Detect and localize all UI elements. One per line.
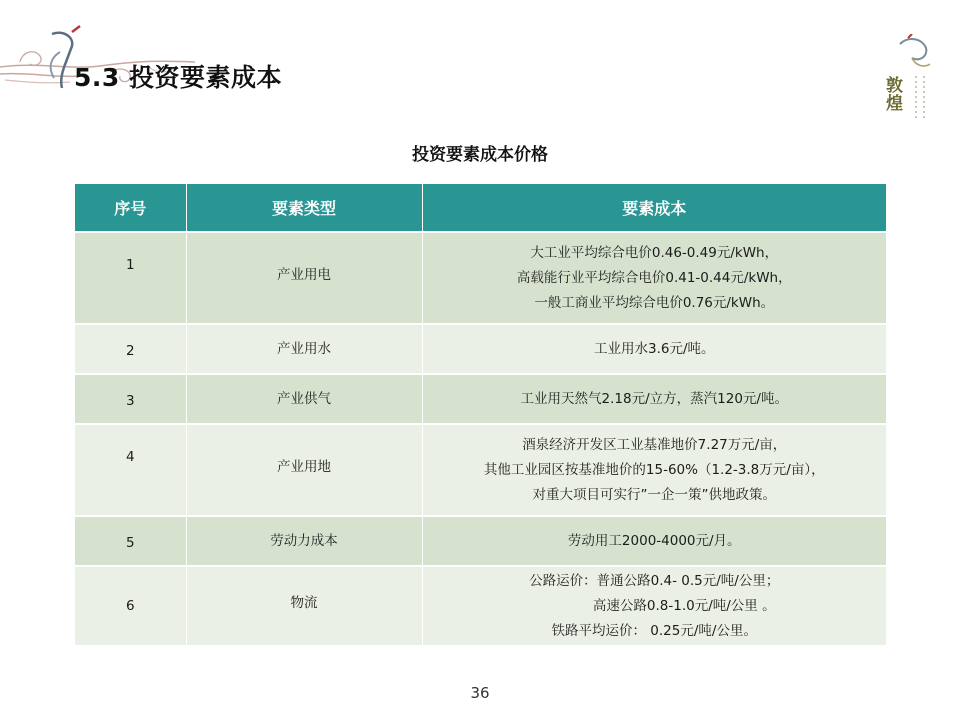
row-number: 5	[75, 516, 186, 566]
row-cost	[422, 232, 886, 324]
column-header-number: 序号	[75, 184, 186, 232]
cost-line: 高载能行业平均综合电价0.41-0.44元/kWh，	[516, 269, 792, 286]
cost-line: 公路运价：普通公路0.4- 0.5元/吨/公里；	[529, 572, 780, 589]
cost-line: 铁路平均运价： 0.25元/吨/公里。	[551, 622, 757, 639]
row-type: 产业用地	[186, 424, 422, 516]
row-cost	[422, 424, 886, 516]
table-row	[75, 516, 886, 566]
table-row	[75, 324, 886, 374]
cost-line: 高速公路0.8-1.0元/吨/公里 。	[592, 597, 776, 614]
logo-title: 敦煌	[882, 76, 902, 112]
row-number: 6	[75, 566, 186, 645]
cost-line: 一般工商业平均综合电价0.76元/kWh。	[534, 294, 775, 311]
table-title: 投资要素成本价格	[412, 145, 548, 165]
column-header-cost: 要素成本	[422, 184, 886, 232]
table-row	[75, 374, 886, 424]
cost-table	[75, 184, 886, 645]
table-row	[75, 232, 886, 324]
cost-line: 其他工业园区按基准地价的15-60%（1.2-3.8万元/亩），	[483, 461, 825, 478]
table-row	[75, 424, 886, 516]
row-type: 产业供气	[186, 374, 422, 424]
row-type: 物流	[186, 566, 422, 645]
section-title: 5.3 投资要素成本	[74, 63, 282, 92]
row-number: 3	[75, 374, 186, 424]
row-cost	[422, 374, 886, 424]
cost-line: 工业用天然气2.18元/立方，蒸汽120元/吨。	[520, 391, 788, 407]
row-number: 4	[75, 424, 186, 516]
cost-line: 大工业平均综合电价0.46-0.49元/kWh，	[530, 244, 779, 261]
page-number: 36	[470, 684, 490, 702]
cost-line: 对重大项目可实行”一企一策”供地政策。	[532, 486, 776, 503]
cost-line: 工业用水3.6元/吨。	[593, 341, 715, 357]
row-type: 劳动力成本	[186, 516, 422, 566]
column-header-type: 要素类型	[186, 184, 422, 232]
row-number: 1	[75, 232, 186, 324]
row-type: 产业用水	[186, 324, 422, 374]
row-number: 2	[75, 324, 186, 374]
row-cost	[422, 324, 886, 374]
table-row	[75, 566, 886, 645]
cost-line: 劳动用工2000-4000元/月。	[567, 533, 741, 549]
row-cost	[422, 516, 886, 566]
row-cost	[422, 566, 886, 645]
table-header-row	[75, 184, 886, 232]
row-type: 产业用电	[186, 232, 422, 324]
cost-line: 酒泉经济开发区工业基准地价7.27万元/亩，	[522, 436, 787, 453]
